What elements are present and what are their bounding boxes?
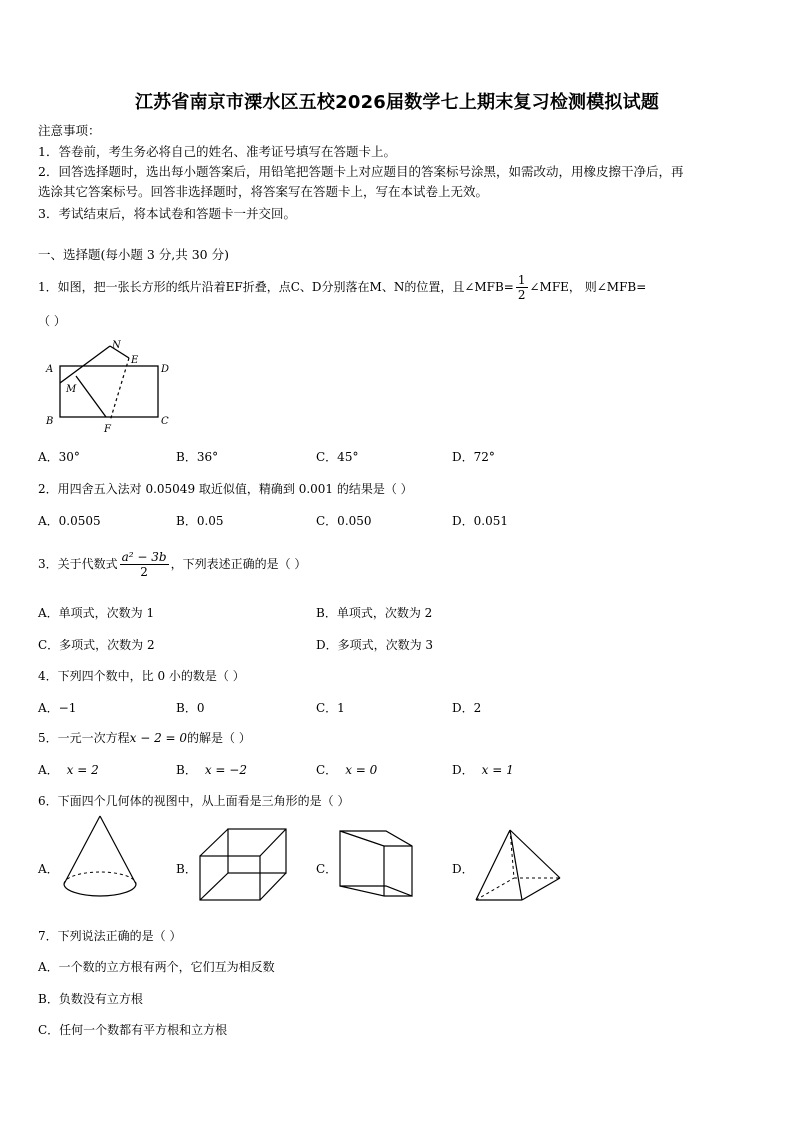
notice-item-3: 3．考试结束后，将本试卷和答题卡一并交回。 [38, 206, 296, 221]
cone-base-front [64, 884, 136, 896]
question-1-option-a: A．30° [38, 450, 80, 464]
question-1-stem [38, 268, 646, 306]
question-5-option-b [176, 761, 247, 778]
question-6-stem: 6．下面四个几何体的视图中，从上面看是三角形的是（ ） [38, 794, 350, 808]
fraction-denominator: 2 [517, 288, 526, 302]
notice-heading: 注意事项： [38, 123, 101, 138]
triangular-prism-figure [336, 826, 416, 904]
segment-mn-left [60, 346, 110, 383]
fraction-numerator: 1 [517, 273, 526, 287]
pyramid-hidden-edge [510, 830, 514, 878]
option-value: x = 1 [481, 763, 514, 777]
notice-item-1: 1．答卷前，考生务必将自己的姓名、准考证号填写在答题卡上。 [38, 144, 396, 159]
question-1-figure [40, 336, 180, 436]
question-4-option-a: A．−1 [38, 701, 77, 715]
question-2-option-d: D．0.051 [452, 514, 508, 528]
question-5-stem-a: 5．一元一次方程 [38, 731, 130, 745]
question-6-option-a: A． [38, 862, 59, 876]
fraction-numerator: a² − 3b [121, 550, 167, 564]
question-2-stem: 2．用四舍五入法对 0.05049 取近似值，精确到 0.001 的结果是（ ） [38, 482, 413, 496]
label-n: N [112, 340, 121, 351]
option-value: x = −2 [204, 763, 247, 777]
question-1-option-b: B．36° [176, 450, 219, 464]
label-a: A [46, 364, 54, 375]
pyramid-figure [474, 828, 566, 904]
cuboid-back-face [228, 829, 286, 873]
label-f: F [104, 424, 111, 435]
question-7-option-b: B．负数没有立方根 [38, 992, 143, 1006]
question-6-option-b: B． [176, 862, 197, 876]
prism-edge [340, 831, 384, 846]
question-7-stem: 7．下列说法正确的是（ ） [38, 929, 182, 943]
question-3-stem [38, 545, 306, 583]
question-6-option-c: C． [316, 862, 338, 876]
question-1-stem-a: 1．如图，把一张长方形的纸片沿着EF折叠，点C、D分别落在M、N的位置，且∠MFB= [38, 280, 514, 294]
cone-right-edge [100, 816, 136, 884]
cone-base-back [64, 872, 136, 884]
label-c: C [161, 416, 169, 427]
pyramid-edge [476, 830, 510, 900]
question-1-option-c: C．45° [316, 450, 359, 464]
question-3-stem-a: 3．关于代数式 [38, 557, 118, 571]
question-4-option-c: C．1 [316, 701, 345, 715]
option-letter: C． [316, 763, 338, 777]
option-value: x = 0 [345, 763, 378, 777]
question-7-option-c: C．任何一个数都有平方根和立方根 [38, 1023, 228, 1037]
question-3-option-d: D．多项式，次数为 3 [316, 638, 434, 652]
cone-left-edge [64, 816, 100, 884]
notice-item-2-cont: 选涂其它答案标号。回答非选择题时，将答案写在答题卡上，写在本试卷上无效。 [38, 184, 489, 199]
question-3-fraction [120, 550, 169, 579]
fold-line-ef [110, 358, 129, 421]
label-e: E [131, 355, 139, 366]
question-3-stem-b: ，下列表述正确的是（ ） [170, 557, 307, 571]
label-b: B [46, 416, 54, 427]
question-7-option-a: A．一个数的立方根有两个，它们互为相反数 [38, 960, 275, 974]
question-5-option-c [316, 761, 377, 778]
question-1-paren: （ ） [38, 314, 66, 328]
question-4-option-d: D．2 [452, 701, 482, 715]
question-2-option-c: C．0.050 [316, 514, 372, 528]
question-5-equation: x − 2 = 0 [129, 731, 188, 745]
option-letter: A． [38, 763, 59, 777]
question-1-fraction [516, 273, 528, 302]
question-2-option-a: A．0.0505 [38, 514, 101, 528]
question-2-option-b: B．0.05 [176, 514, 224, 528]
option-letter: B． [176, 763, 197, 777]
option-letter: D． [452, 763, 474, 777]
question-4-stem: 4．下列四个数中，比 0 小的数是（ ） [38, 669, 245, 683]
label-m: M [66, 384, 77, 395]
cuboid-edge [200, 829, 228, 856]
prism-outline [340, 831, 412, 896]
label-d: D [161, 364, 170, 375]
question-3-option-c: C．多项式，次数为 2 [38, 638, 155, 652]
cuboid-front-face [200, 856, 260, 900]
cone-figure [58, 814, 142, 906]
cuboid-edge [200, 873, 228, 900]
page-title: 江苏省南京市溧水区五校2026届数学七上期末复习检测模拟试题 [134, 92, 660, 113]
section-heading: 一、选择题(每小题 3 分,共 30 分) [38, 247, 229, 262]
question-1-stem-b: ∠MFE， 则∠MFB= [529, 280, 647, 294]
question-5-option-d [452, 761, 514, 778]
question-3-option-b: B．单项式，次数为 2 [316, 606, 433, 620]
option-value: x = 2 [66, 763, 99, 777]
question-3-option-a: A．单项式，次数为 1 [38, 606, 155, 620]
segment-mf [76, 376, 106, 417]
fraction-denominator: 2 [140, 565, 148, 579]
cuboid-edge [260, 873, 286, 900]
question-5-option-a [38, 761, 99, 778]
question-1-option-d: D．72° [452, 450, 495, 464]
cuboid-edge [260, 829, 286, 856]
question-4-option-b: B．0 [176, 701, 205, 715]
question-5-stem-b: 的解是（ ） [187, 731, 251, 745]
cuboid-figure [198, 826, 290, 904]
prism-edge [340, 886, 384, 896]
notice-item-2: 2．回答选择题时，选出每小题答案后，用铅笔把答题卡上对应题目的答案标号涂黑，如需改动，用橡皮擦干净后，再 [38, 164, 684, 179]
pyramid-base-edge [522, 878, 560, 900]
question-6-option-d: D． [452, 862, 474, 876]
question-5-stem [38, 729, 251, 746]
